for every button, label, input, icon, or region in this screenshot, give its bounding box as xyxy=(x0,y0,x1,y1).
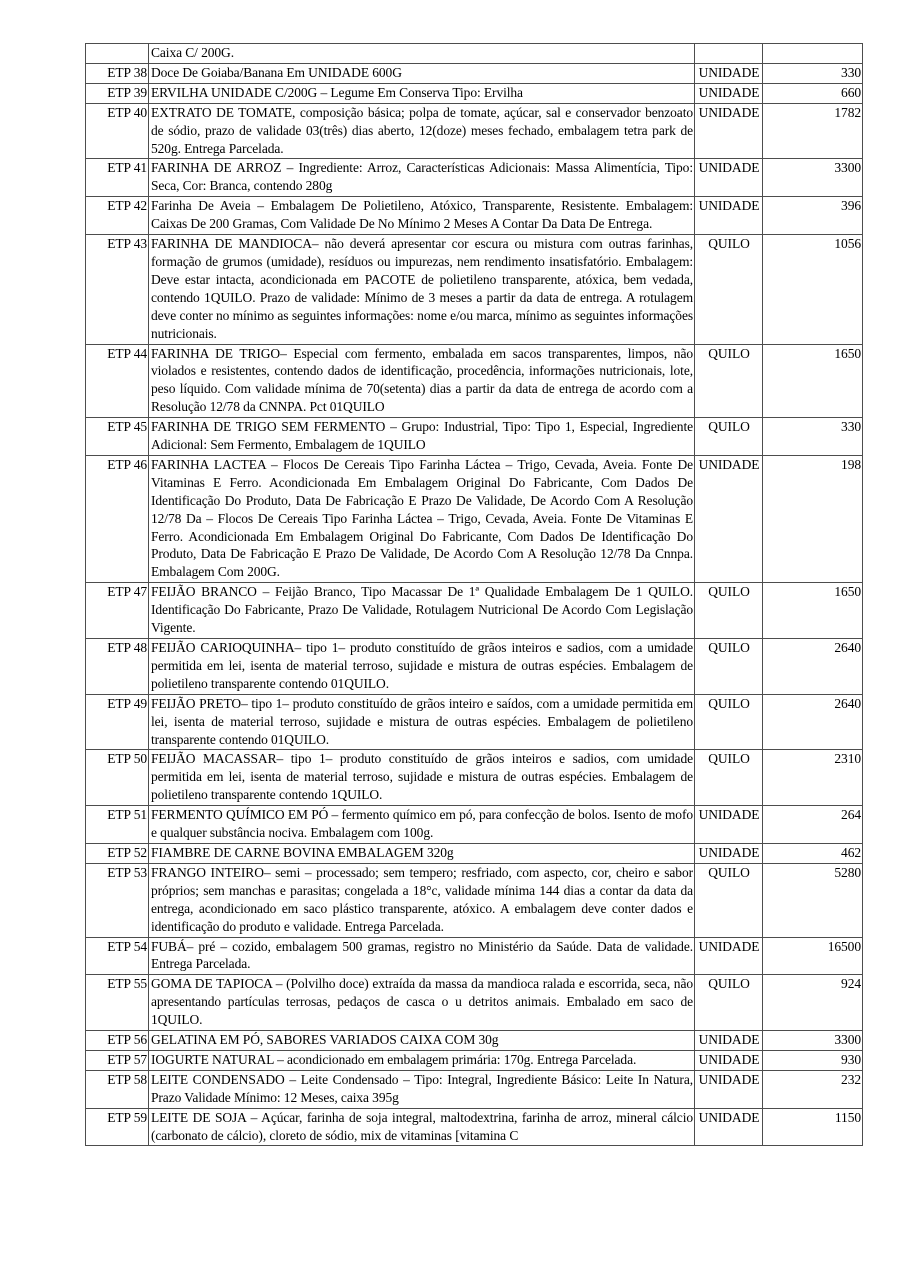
table-row xyxy=(86,418,863,456)
description-cell: Caixa C/ 200G. xyxy=(149,44,695,64)
table-row xyxy=(86,1070,863,1108)
item-code-cell: ETP 54 xyxy=(86,937,149,975)
unit-cell: QUILO xyxy=(695,639,763,695)
description-cell: FARINHA DE TRIGO SEM FERMENTO – Grupo: Industrial, Tipo: Tipo 1, Especial, Ingrediente Adicional: Sem Fermento, Embalagem de 1QUILO xyxy=(149,418,695,456)
table-row xyxy=(86,63,863,83)
unit-cell xyxy=(695,44,763,64)
quantity-cell: 396 xyxy=(763,197,863,235)
item-code-cell: ETP 51 xyxy=(86,806,149,844)
quantity-cell: 462 xyxy=(763,843,863,863)
table-row xyxy=(86,1050,863,1070)
unit-cell: UNIDADE xyxy=(695,103,763,159)
item-code-cell: ETP 38 xyxy=(86,63,149,83)
item-code-cell: ETP 43 xyxy=(86,235,149,344)
quantity-cell: 2310 xyxy=(763,750,863,806)
table-row xyxy=(86,83,863,103)
item-code-cell: ETP 56 xyxy=(86,1031,149,1051)
table-row xyxy=(86,44,863,64)
unit-cell: UNIDADE xyxy=(695,63,763,83)
description-cell: FRANGO INTEIRO– semi – processado; sem tempero; resfriado, com aspecto, cor, cheiro e sabor próprios; sem manchas e parasitas; congelada a 18°c, validade mínima 144 dias a contar da data da entrega, acondicionado em saco plástico transparente, atóxico. A embalagem deve conter dados e identificação do produto e validade. Entrega Parcelada. xyxy=(149,863,695,937)
description-cell: FEIJÃO CARIOQUINHA– tipo 1– produto constituído de grãos inteiros e sadios, com a umidade permitida em lei, isenta de material terroso, sujidade e mistura de outras espécies. Embalagem de polietileno transparente contendo 01QUILO. xyxy=(149,639,695,695)
quantity-cell: 2640 xyxy=(763,639,863,695)
item-code-cell: ETP 57 xyxy=(86,1050,149,1070)
unit-cell: QUILO xyxy=(695,583,763,639)
description-cell: FEIJÃO MACASSAR– tipo 1– produto constituído de grãos inteiros e sadios, com umidade permitida em lei, isenta de material terroso, sujidade e mistura de outras espécies. Embalagem de polietileno transparente contendo 1QUILO. xyxy=(149,750,695,806)
quantity-cell: 1782 xyxy=(763,103,863,159)
items-table xyxy=(85,43,863,1146)
quantity-cell: 3300 xyxy=(763,1031,863,1051)
unit-cell: QUILO xyxy=(695,975,763,1031)
quantity-cell: 930 xyxy=(763,1050,863,1070)
unit-cell: UNIDADE xyxy=(695,1050,763,1070)
item-code-cell: ETP 52 xyxy=(86,843,149,863)
unit-cell: UNIDADE xyxy=(695,197,763,235)
description-cell: LEITE CONDENSADO – Leite Condensado – Tipo: Integral, Ingrediente Básico: Leite In Natura, Prazo Validade Mínimo: 12 Meses, caixa 395g xyxy=(149,1070,695,1108)
description-cell: FERMENTO QUÍMICO EM PÓ – fermento químico em pó, para confecção de bolos. Isento de mofo e qualquer substância nociva. Embalagem com 100g. xyxy=(149,806,695,844)
unit-cell: QUILO xyxy=(695,418,763,456)
item-code-cell: ETP 48 xyxy=(86,639,149,695)
unit-cell: QUILO xyxy=(695,750,763,806)
item-code-cell: ETP 41 xyxy=(86,159,149,197)
item-code-cell: ETP 53 xyxy=(86,863,149,937)
item-code-cell: ETP 50 xyxy=(86,750,149,806)
quantity-cell: 3300 xyxy=(763,159,863,197)
quantity-cell xyxy=(763,44,863,64)
item-code-cell: ETP 47 xyxy=(86,583,149,639)
item-code-cell: ETP 45 xyxy=(86,418,149,456)
table-row xyxy=(86,806,863,844)
items-table-body xyxy=(86,44,863,1146)
unit-cell: UNIDADE xyxy=(695,1108,763,1146)
unit-cell: UNIDADE xyxy=(695,455,763,582)
description-cell: FARINHA DE TRIGO– Especial com fermento, embalada em sacos transparentes, limpos, não violados e resistentes, contendo dados de identificação, procedência, informações nutricionais, lote, peso líquido. Com validade mínima de 70(setenta) dias a partir da data de entrega de acordo com a Resolução 12/78 da CNNPA. Pct 01QUILO xyxy=(149,344,695,418)
unit-cell: QUILO xyxy=(695,344,763,418)
unit-cell: QUILO xyxy=(695,235,763,344)
description-cell: FARINHA LACTEA – Flocos De Cereais Tipo Farinha Láctea – Trigo, Cevada, Aveia. Fonte De Vitaminas E Ferro. Acondicionada Em Embalagem Original Do Fabricante, Com Dados De Identificação Do Produto, Data De Fabricação E Prazo De Validade, De Acordo Com A Resolução 12/78 Da – Flocos De Cereais Tipo Farinha Láctea – Trigo, Cevada, Aveia. Fonte De Vitaminas E Ferro. Acondicionada Em Embalagem Original Do Fabricante, Com Dados De Identificação Do Produto, Data De Fabricação E Prazo De Validade, De Acordo Com A Resolução 12/78 Da Cnnpa. Embalagem Com 200G. xyxy=(149,455,695,582)
table-row xyxy=(86,937,863,975)
table-row xyxy=(86,159,863,197)
description-cell: FARINHA DE ARROZ – Ingrediente: Arroz, Características Adicionais: Massa Alimentícia, Tipo: Seca, Cor: Branca, contendo 280g xyxy=(149,159,695,197)
description-cell: FUBÁ– pré – cozido, embalagem 500 gramas, registro no Ministério da Saúde. Data de validade. Entrega Parcelada. xyxy=(149,937,695,975)
table-row xyxy=(86,975,863,1031)
item-code-cell: ETP 44 xyxy=(86,344,149,418)
table-row xyxy=(86,1108,863,1146)
quantity-cell: 232 xyxy=(763,1070,863,1108)
description-cell: Doce De Goiaba/Banana Em UNIDADE 600G xyxy=(149,63,695,83)
table-row xyxy=(86,639,863,695)
description-cell: FEIJÃO PRETO– tipo 1– produto constituído de grãos inteiro e saídos, com a umidade permitida em lei, isenta de material terroso, sujidade e mistura de outras espécies. Embalagem de polietileno transparente contendo 01QUILO. xyxy=(149,694,695,750)
quantity-cell: 198 xyxy=(763,455,863,582)
item-code-cell: ETP 58 xyxy=(86,1070,149,1108)
description-cell: FARINHA DE MANDIOCA– não deverá apresentar cor escura ou mistura com outras farinhas, formação de grumos (umidade), resíduos ou impurezas, nem rendimento insatisfatório. Embalagem: Deve estar intacta, acondicionada em PACOTE de polietileno transparente, atóxica, bem vedada, contendo 1QUILO. Prazo de validade: Mínimo de 3 meses a partir da data de entrega. A rotulagem deve conter no mínimo as seguintes informações: nome e/ou marca, mínimo as seguintes informações nutricionais. xyxy=(149,235,695,344)
unit-cell: UNIDADE xyxy=(695,83,763,103)
table-row xyxy=(86,863,863,937)
quantity-cell: 5280 xyxy=(763,863,863,937)
table-row xyxy=(86,583,863,639)
description-cell: LEITE DE SOJA – Açúcar, farinha de soja integral, maltodextrina, farinha de arroz, mineral cálcio (carbonato de cálcio), cloreto de sódio, mix de vitaminas [vitamina C xyxy=(149,1108,695,1146)
quantity-cell: 330 xyxy=(763,418,863,456)
quantity-cell: 264 xyxy=(763,806,863,844)
table-row xyxy=(86,235,863,344)
description-cell: FIAMBRE DE CARNE BOVINA EMBALAGEM 320g xyxy=(149,843,695,863)
item-code-cell: ETP 40 xyxy=(86,103,149,159)
unit-cell: UNIDADE xyxy=(695,1031,763,1051)
quantity-cell: 1650 xyxy=(763,583,863,639)
table-row xyxy=(86,694,863,750)
unit-cell: UNIDADE xyxy=(695,159,763,197)
quantity-cell: 1150 xyxy=(763,1108,863,1146)
unit-cell: QUILO xyxy=(695,694,763,750)
table-row xyxy=(86,103,863,159)
item-code-cell: ETP 39 xyxy=(86,83,149,103)
quantity-cell: 924 xyxy=(763,975,863,1031)
quantity-cell: 330 xyxy=(763,63,863,83)
table-row xyxy=(86,750,863,806)
unit-cell: QUILO xyxy=(695,863,763,937)
unit-cell: UNIDADE xyxy=(695,806,763,844)
quantity-cell: 16500 xyxy=(763,937,863,975)
table-row xyxy=(86,843,863,863)
quantity-cell: 2640 xyxy=(763,694,863,750)
item-code-cell: ETP 59 xyxy=(86,1108,149,1146)
description-cell: ERVILHA UNIDADE C/200G – Legume Em Conserva Tipo: Ervilha xyxy=(149,83,695,103)
unit-cell: UNIDADE xyxy=(695,1070,763,1108)
unit-cell: UNIDADE xyxy=(695,843,763,863)
description-cell: Farinha De Aveia – Embalagem De Polietileno, Atóxico, Transparente, Resistente. Embalagem: Caixas De 200 Gramas, Com Validade De No Mínimo 2 Meses A Contar Da Data De Entrega. xyxy=(149,197,695,235)
unit-cell: UNIDADE xyxy=(695,937,763,975)
description-cell: GOMA DE TAPIOCA – (Polvilho doce) extraída da massa da mandioca ralada e escorrida, seca, não apresentando partículas terrosas, pedaços de casca o u detritos animais. Embalado em saco de 1QUILO. xyxy=(149,975,695,1031)
item-code-cell xyxy=(86,44,149,64)
item-code-cell: ETP 49 xyxy=(86,694,149,750)
item-code-cell: ETP 42 xyxy=(86,197,149,235)
description-cell: FEIJÃO BRANCO – Feijão Branco, Tipo Macassar De 1ª Qualidade Embalagem De 1 QUILO. Identificação Do Fabricante, Prazo De Validade, Rotulagem Nutricional De Acordo Com Legislação Vigente. xyxy=(149,583,695,639)
table-row xyxy=(86,197,863,235)
item-code-cell: ETP 55 xyxy=(86,975,149,1031)
table-row xyxy=(86,1031,863,1051)
description-cell: GELATINA EM PÓ, SABORES VARIADOS CAIXA COM 30g xyxy=(149,1031,695,1051)
description-cell: EXTRATO DE TOMATE, composição básica; polpa de tomate, açúcar, sal e conservador benzoato de sódio, prazo de validade 03(três) dias aberto, 12(doze) meses fechado, embalagem tetra park de 520g. Entrega Parcelada. xyxy=(149,103,695,159)
quantity-cell: 1650 xyxy=(763,344,863,418)
quantity-cell: 660 xyxy=(763,83,863,103)
item-code-cell: ETP 46 xyxy=(86,455,149,582)
description-cell: IOGURTE NATURAL – acondicionado em embalagem primária: 170g. Entrega Parcelada. xyxy=(149,1050,695,1070)
table-row xyxy=(86,344,863,418)
quantity-cell: 1056 xyxy=(763,235,863,344)
table-row xyxy=(86,455,863,582)
